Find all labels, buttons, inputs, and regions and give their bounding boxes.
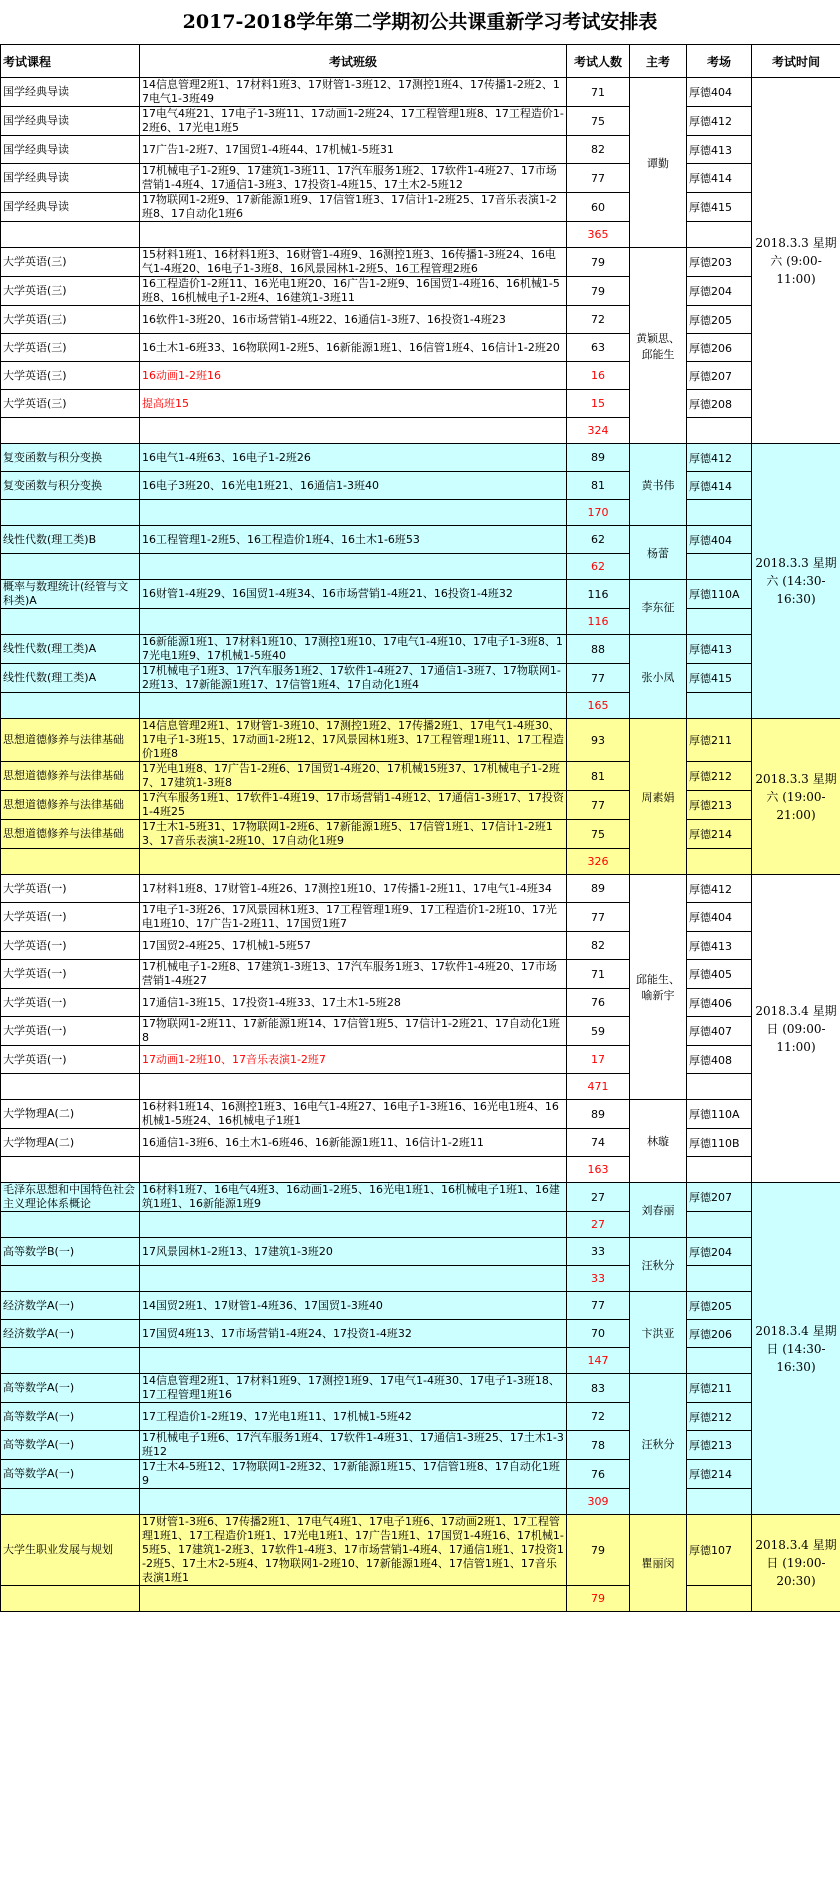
course-cell: 思想道德修养与法律基础 xyxy=(1,791,140,820)
classes-cell: 17电气4班21、17电子1-3班11、17动画1-2班24、17工程管理1班8、17工程造价1-2班6、17光电1班5 xyxy=(140,107,567,136)
count-cell: 77 xyxy=(567,164,630,193)
table-row xyxy=(1,580,840,609)
subtotal-row xyxy=(1,1212,840,1238)
count-cell: 82 xyxy=(567,136,630,164)
header-classes: 考试班级 xyxy=(140,45,567,78)
subtotal-row xyxy=(1,1074,840,1100)
teacher-cell: 黄书伟 xyxy=(630,444,687,526)
course-cell: 大学英语(三) xyxy=(1,334,140,362)
course-cell: 大学英语(三) xyxy=(1,362,140,390)
course-cell: 经济数学A(一) xyxy=(1,1292,140,1320)
venue-cell: 厚德408 xyxy=(687,1046,752,1074)
course-cell: 高等数学A(一) xyxy=(1,1460,140,1489)
course-cell: 高等数学A(一) xyxy=(1,1431,140,1460)
count-cell: 81 xyxy=(567,472,630,500)
venue-cell: 厚德404 xyxy=(687,903,752,932)
subtotal-spacer xyxy=(1,1074,140,1100)
subtotal-row xyxy=(1,1157,840,1183)
table-row xyxy=(1,306,840,334)
table-row xyxy=(1,1515,840,1586)
venue-cell: 厚德207 xyxy=(687,362,752,390)
classes-cell: 16通信1-3班6、16土木1-6班46、16新能源1班11、16信计1-2班11 xyxy=(140,1129,567,1157)
classes-cell: 17光电1班8、17广告1-2班6、17国贸1-4班20、17机械15班37、17机械电子1-2班7、17建筑1-3班8 xyxy=(140,762,567,791)
classes-cell: 16动画1-2班16 xyxy=(140,362,567,390)
subtotal-spacer xyxy=(687,609,752,635)
venue-cell: 厚德404 xyxy=(687,78,752,107)
classes-cell: 17电子1-3班26、17风景园林1班3、17工程管理1班9、17工程造价1-2班10、17光电1班10、17广告1-2班11、17国贸1班7 xyxy=(140,903,567,932)
teacher-cell: 张小凤 xyxy=(630,635,687,719)
course-cell: 复变函数与积分变换 xyxy=(1,444,140,472)
count-cell: 79 xyxy=(567,248,630,277)
classes-cell: 16工程管理1-2班5、16工程造价1班4、16土木1-6班53 xyxy=(140,526,567,554)
classes-cell: 17通信1-3班15、17投资1-4班33、17土木1-5班28 xyxy=(140,989,567,1017)
classes-cell: 17国贸2-4班25、17机械1-5班57 xyxy=(140,932,567,960)
table-row xyxy=(1,136,840,164)
venue-cell: 厚德206 xyxy=(687,334,752,362)
course-cell: 大学英语(一) xyxy=(1,1017,140,1046)
subtotal-row xyxy=(1,554,840,580)
table-row xyxy=(1,1292,840,1320)
teacher-cell: 刘春丽 xyxy=(630,1183,687,1238)
count-cell: 79 xyxy=(567,1515,630,1586)
subtotal-spacer xyxy=(140,418,567,444)
subtotal-count: 147 xyxy=(567,1348,630,1374)
classes-cell: 14信息管理2班1、17财管1-3班10、17测控1班2、17传播2班1、17电气1-4班30、17电子1-3班15、17动画1-2班12、17风景园林1班3、17工程管理1班11、17工程造价1班8 xyxy=(140,719,567,762)
classes-cell: 14国贸2班1、17财管1-4班36、17国贸1-3班40 xyxy=(140,1292,567,1320)
table-row xyxy=(1,444,840,472)
course-cell: 国学经典导读 xyxy=(1,136,140,164)
subtotal-spacer xyxy=(1,1348,140,1374)
classes-cell: 17财管1-3班6、17传播2班1、17电气4班1、17电子1班6、17动画2班1、17工程管理1班1、17工程造价1班1、17光电1班1、17广告1班1、17国贸1-4班16、17机械1-5班5、17建筑1-2班3、17软件1-4班3、17市场营销1-4班4、17通信1班1、17投资1-2班5、17土木2-5班4、17物联网1-2班10、17新能源1班4、17信管1班1、17音乐表演1班1 xyxy=(140,1515,567,1586)
exam-time-cell: 2018.3.3 星期六 (19:00-21:00) xyxy=(752,719,840,875)
table-row xyxy=(1,472,840,500)
venue-cell: 厚德213 xyxy=(687,1431,752,1460)
subtotal-count: 170 xyxy=(567,500,630,526)
table-row xyxy=(1,989,840,1017)
table-row xyxy=(1,635,840,664)
table-row xyxy=(1,1183,840,1212)
subtotal-spacer xyxy=(140,554,567,580)
subtotal-spacer xyxy=(140,500,567,526)
course-cell: 概率与数理统计(经管与文科类)A xyxy=(1,580,140,609)
count-cell: 72 xyxy=(567,306,630,334)
course-cell: 线性代数(理工类)A xyxy=(1,664,140,693)
venue-cell: 厚德110A xyxy=(687,580,752,609)
exam-time-cell: 2018.3.3 星期六 (14:30-16:30) xyxy=(752,444,840,719)
course-cell: 大学英语(一) xyxy=(1,989,140,1017)
subtotal-spacer xyxy=(140,609,567,635)
table-row xyxy=(1,820,840,849)
venue-cell: 厚德208 xyxy=(687,390,752,418)
count-cell: 75 xyxy=(567,820,630,849)
classes-cell: 17物联网1-2班9、17新能源1班9、17信管1班3、17信计1-2班25、17音乐表演1-2班8、17自动化1班6 xyxy=(140,193,567,222)
venue-cell: 厚德211 xyxy=(687,1374,752,1403)
teacher-cell: 谭勤 xyxy=(630,78,687,248)
course-cell: 毛泽东思想和中国特色社会主义理论体系概论 xyxy=(1,1183,140,1212)
table-row xyxy=(1,1374,840,1403)
classes-cell: 17国贸4班13、17市场营销1-4班24、17投资1-4班32 xyxy=(140,1320,567,1348)
count-cell: 88 xyxy=(567,635,630,664)
subtotal-row xyxy=(1,693,840,719)
exam-schedule-table xyxy=(0,44,840,1612)
table-row xyxy=(1,1017,840,1046)
subtotal-spacer xyxy=(1,1586,140,1612)
subtotal-row xyxy=(1,1489,840,1515)
exam-time-cell: 2018.3.3 星期六 (9:00-11:00) xyxy=(752,78,840,444)
header-time: 考试时间 xyxy=(752,45,840,78)
table-row xyxy=(1,903,840,932)
subtotal-spacer xyxy=(1,1266,140,1292)
venue-cell: 厚德413 xyxy=(687,635,752,664)
count-cell: 74 xyxy=(567,1129,630,1157)
table-row xyxy=(1,960,840,989)
table-row xyxy=(1,334,840,362)
venue-cell: 厚德205 xyxy=(687,306,752,334)
course-cell: 大学英语(一) xyxy=(1,1046,140,1074)
teacher-cell: 汪秋分 xyxy=(630,1238,687,1292)
table-row xyxy=(1,193,840,222)
count-cell: 17 xyxy=(567,1046,630,1074)
table-row xyxy=(1,664,840,693)
subtotal-spacer xyxy=(140,693,567,719)
count-cell: 59 xyxy=(567,1017,630,1046)
venue-cell: 厚德406 xyxy=(687,989,752,1017)
count-cell: 79 xyxy=(567,277,630,306)
classes-cell: 16材料1班7、16电气4班3、16动画1-2班5、16光电1班1、16机械电子1班1、16建筑1班1、16新能源1班9 xyxy=(140,1183,567,1212)
subtotal-row xyxy=(1,609,840,635)
course-cell: 思想道德修养与法律基础 xyxy=(1,719,140,762)
classes-cell: 14信息管理2班1、17材料1班3、17财管1-3班12、17测控1班4、17传播1-2班2、17电气1-3班49 xyxy=(140,78,567,107)
course-cell: 大学英语(一) xyxy=(1,903,140,932)
count-cell: 76 xyxy=(567,1460,630,1489)
course-cell: 复变函数与积分变换 xyxy=(1,472,140,500)
venue-cell: 厚德214 xyxy=(687,1460,752,1489)
subtotal-spacer xyxy=(1,500,140,526)
count-cell: 89 xyxy=(567,875,630,903)
subtotal-count: 33 xyxy=(567,1266,630,1292)
classes-cell: 15材料1班1、16材料1班3、16财管1-4班9、16测控1班3、16传播1-3班24、16电气1-4班20、16电子1-3班8、16风景园林1-2班5、16工程管理2班6 xyxy=(140,248,567,277)
venue-cell: 厚德212 xyxy=(687,762,752,791)
subtotal-count: 27 xyxy=(567,1212,630,1238)
table-row xyxy=(1,762,840,791)
venue-cell: 厚德212 xyxy=(687,1403,752,1431)
table-row xyxy=(1,1046,840,1074)
table-row xyxy=(1,791,840,820)
count-cell: 71 xyxy=(567,960,630,989)
classes-cell: 16材料1班14、16测控1班3、16电气1-4班27、16电子1-3班16、16光电1班4、16机械1-5班24、16机械电子1班1 xyxy=(140,1100,567,1129)
subtotal-spacer xyxy=(1,849,140,875)
subtotal-spacer xyxy=(687,1212,752,1238)
course-cell: 线性代数(理工类)A xyxy=(1,635,140,664)
course-cell: 高等数学B(一) xyxy=(1,1238,140,1266)
classes-cell: 17材料1班8、17财管1-4班26、17测控1班10、17传播1-2班11、17电气1-4班34 xyxy=(140,875,567,903)
count-cell: 77 xyxy=(567,664,630,693)
course-cell: 国学经典导读 xyxy=(1,164,140,193)
table-row xyxy=(1,1431,840,1460)
venue-cell: 厚德412 xyxy=(687,444,752,472)
venue-cell: 厚德415 xyxy=(687,193,752,222)
classes-cell: 提高班15 xyxy=(140,390,567,418)
table-row xyxy=(1,875,840,903)
course-cell: 大学英语(三) xyxy=(1,306,140,334)
teacher-cell: 汪秋分 xyxy=(630,1374,687,1515)
subtotal-count: 365 xyxy=(567,222,630,248)
count-cell: 71 xyxy=(567,78,630,107)
header-count: 考试人数 xyxy=(567,45,630,78)
subtotal-spacer xyxy=(687,1348,752,1374)
header-row xyxy=(1,45,840,78)
course-cell: 大学英语(三) xyxy=(1,277,140,306)
table-row xyxy=(1,1460,840,1489)
subtotal-count: 326 xyxy=(567,849,630,875)
table-row xyxy=(1,78,840,107)
subtotal-spacer xyxy=(140,1074,567,1100)
venue-cell: 厚德207 xyxy=(687,1183,752,1212)
count-cell: 72 xyxy=(567,1403,630,1431)
table-row xyxy=(1,526,840,554)
teacher-cell: 林璇 xyxy=(630,1100,687,1183)
table-row xyxy=(1,1129,840,1157)
course-cell: 大学英语(一) xyxy=(1,932,140,960)
course-cell: 大学英语(一) xyxy=(1,875,140,903)
page-title: 2017-2018学年第二学期初公共课重新学习考试安排表 xyxy=(182,11,658,33)
classes-cell: 16土木1-6班33、16物联网1-2班5、16新能源1班1、16信管1班4、16信计1-2班20 xyxy=(140,334,567,362)
course-cell: 大学英语(三) xyxy=(1,248,140,277)
classes-cell: 17风景园林1-2班13、17建筑1-3班20 xyxy=(140,1238,567,1266)
course-cell: 国学经典导读 xyxy=(1,193,140,222)
subtotal-spacer xyxy=(1,418,140,444)
subtotal-spacer xyxy=(687,554,752,580)
count-cell: 78 xyxy=(567,1431,630,1460)
header-teacher: 主考 xyxy=(630,45,687,78)
subtotal-row xyxy=(1,1348,840,1374)
subtotal-spacer xyxy=(140,1266,567,1292)
subtotal-spacer xyxy=(140,849,567,875)
course-cell: 经济数学A(一) xyxy=(1,1320,140,1348)
subtotal-count: 324 xyxy=(567,418,630,444)
subtotal-spacer xyxy=(1,1489,140,1515)
subtotal-spacer xyxy=(140,1586,567,1612)
subtotal-spacer xyxy=(140,1212,567,1238)
venue-cell: 厚德415 xyxy=(687,664,752,693)
classes-cell: 14信息管理2班1、17材料1班9、17测控1班9、17电气1-4班30、17电子1-3班18、17工程管理1班16 xyxy=(140,1374,567,1403)
table-row xyxy=(1,1238,840,1266)
classes-cell: 16财管1-4班29、16国贸1-4班34、16市场营销1-4班21、16投资1-4班32 xyxy=(140,580,567,609)
subtotal-count: 165 xyxy=(567,693,630,719)
count-cell: 77 xyxy=(567,1292,630,1320)
venue-cell: 厚德404 xyxy=(687,526,752,554)
count-cell: 89 xyxy=(567,1100,630,1129)
subtotal-count: 62 xyxy=(567,554,630,580)
table-row xyxy=(1,1403,840,1431)
subtotal-row xyxy=(1,849,840,875)
count-cell: 63 xyxy=(567,334,630,362)
classes-cell: 17机械电子1班6、17汽车服务1班4、17软件1-4班31、17通信1-3班25、17土木1-3班12 xyxy=(140,1431,567,1460)
subtotal-count: 79 xyxy=(567,1586,630,1612)
classes-cell: 16软件1-3班20、16市场营销1-4班22、16通信1-3班7、16投资1-4班23 xyxy=(140,306,567,334)
subtotal-spacer xyxy=(687,418,752,444)
venue-cell: 厚德107 xyxy=(687,1515,752,1586)
count-cell: 116 xyxy=(567,580,630,609)
teacher-cell: 黄颖思、邱能生 xyxy=(630,248,687,444)
venue-cell: 厚德206 xyxy=(687,1320,752,1348)
subtotal-spacer xyxy=(687,1157,752,1183)
subtotal-row xyxy=(1,222,840,248)
count-cell: 15 xyxy=(567,390,630,418)
count-cell: 82 xyxy=(567,932,630,960)
table-row xyxy=(1,164,840,193)
venue-cell: 厚德211 xyxy=(687,719,752,762)
venue-cell: 厚德412 xyxy=(687,107,752,136)
venue-cell: 厚德110A xyxy=(687,1100,752,1129)
classes-cell: 16工程造价1-2班11、16光电1班20、16广告1-2班9、16国贸1-4班16、16机械1-5班8、16机械电子1-2班4、16建筑1-3班11 xyxy=(140,277,567,306)
course-cell: 大学生职业发展与规划 xyxy=(1,1515,140,1586)
count-cell: 62 xyxy=(567,526,630,554)
course-cell: 思想道德修养与法律基础 xyxy=(1,820,140,849)
count-cell: 77 xyxy=(567,903,630,932)
subtotal-spacer xyxy=(1,1212,140,1238)
classes-cell: 17土木4-5班12、17物联网1-2班32、17新能源1班15、17信管1班8、17自动化1班9 xyxy=(140,1460,567,1489)
subtotal-row xyxy=(1,418,840,444)
count-cell: 27 xyxy=(567,1183,630,1212)
classes-cell: 17广告1-2班7、17国贸1-4班44、17机械1-5班31 xyxy=(140,136,567,164)
course-cell: 高等数学A(一) xyxy=(1,1403,140,1431)
subtotal-row xyxy=(1,1266,840,1292)
subtotal-count: 116 xyxy=(567,609,630,635)
table-row xyxy=(1,248,840,277)
schedule-body xyxy=(1,78,840,1612)
course-cell: 思想道德修养与法律基础 xyxy=(1,762,140,791)
classes-cell: 17物联网1-2班11、17新能源1班14、17信管1班5、17信计1-2班21、17自动化1班8 xyxy=(140,1017,567,1046)
subtotal-spacer xyxy=(140,1348,567,1374)
teacher-cell: 邱能生、喻新宇 xyxy=(630,875,687,1100)
exam-time-cell: 2018.3.4 星期日 (09:00-11:00) xyxy=(752,875,840,1183)
teacher-cell: 卞洪亚 xyxy=(630,1292,687,1374)
count-cell: 16 xyxy=(567,362,630,390)
exam-time-cell: 2018.3.4 星期日 (14:30-16:30) xyxy=(752,1183,840,1515)
course-cell: 大学物理A(二) xyxy=(1,1129,140,1157)
venue-cell: 厚德413 xyxy=(687,136,752,164)
course-cell: 大学物理A(二) xyxy=(1,1100,140,1129)
subtotal-spacer xyxy=(687,500,752,526)
count-cell: 77 xyxy=(567,791,630,820)
subtotal-spacer xyxy=(1,1157,140,1183)
course-cell: 大学英语(一) xyxy=(1,960,140,989)
count-cell: 89 xyxy=(567,444,630,472)
count-cell: 33 xyxy=(567,1238,630,1266)
venue-cell: 厚德414 xyxy=(687,472,752,500)
table-row xyxy=(1,1320,840,1348)
classes-cell: 17机械电子1班3、17汽车服务1班2、17软件1-4班27、17通信1-3班7、17物联网1-2班13、17新能源1班17、17信管1班4、17自动化1班4 xyxy=(140,664,567,693)
classes-cell: 16电气1-4班63、16电子1-2班26 xyxy=(140,444,567,472)
subtotal-count: 471 xyxy=(567,1074,630,1100)
subtotal-spacer xyxy=(1,554,140,580)
exam-time-cell: 2018.3.4 星期日 (19:00-20:30) xyxy=(752,1515,840,1612)
subtotal-spacer xyxy=(687,1586,752,1612)
classes-cell: 17土木1-5班31、17物联网1-2班6、17新能源1班5、17信管1班1、17信计1-2班13、17音乐表演1-2班10、17自动化1班9 xyxy=(140,820,567,849)
subtotal-spacer xyxy=(1,222,140,248)
teacher-cell: 周素娟 xyxy=(630,719,687,875)
subtotal-spacer xyxy=(1,609,140,635)
venue-cell: 厚德405 xyxy=(687,960,752,989)
teacher-cell: 杨蕾 xyxy=(630,526,687,580)
venue-cell: 厚德110B xyxy=(687,1129,752,1157)
classes-cell: 16电子3班20、16光电1班21、16通信1-3班40 xyxy=(140,472,567,500)
subtotal-count: 163 xyxy=(567,1157,630,1183)
count-cell: 76 xyxy=(567,989,630,1017)
venue-cell: 厚德214 xyxy=(687,820,752,849)
course-cell: 线性代数(理工类)B xyxy=(1,526,140,554)
teacher-cell: 李东征 xyxy=(630,580,687,635)
subtotal-spacer xyxy=(687,1074,752,1100)
count-cell: 70 xyxy=(567,1320,630,1348)
table-row xyxy=(1,1100,840,1129)
table-row xyxy=(1,362,840,390)
course-cell: 大学英语(三) xyxy=(1,390,140,418)
table-row xyxy=(1,107,840,136)
table-row xyxy=(1,277,840,306)
classes-cell: 17动画1-2班10、17音乐表演1-2班7 xyxy=(140,1046,567,1074)
classes-cell: 16新能源1班1、17材料1班10、17测控1班10、17电气1-4班10、17电子1-3班8、17光电1班9、17机械1-5班40 xyxy=(140,635,567,664)
venue-cell: 厚德205 xyxy=(687,1292,752,1320)
subtotal-spacer xyxy=(687,849,752,875)
subtotal-spacer xyxy=(1,693,140,719)
venue-cell: 厚德204 xyxy=(687,1238,752,1266)
subtotal-spacer xyxy=(687,1266,752,1292)
classes-cell: 17机械电子1-2班8、17建筑1-3班13、17汽车服务1班3、17软件1-4班20、17市场营销1-4班27 xyxy=(140,960,567,989)
subtotal-spacer xyxy=(140,1157,567,1183)
table-row xyxy=(1,719,840,762)
course-cell: 国学经典导读 xyxy=(1,107,140,136)
subtotal-row xyxy=(1,1586,840,1612)
table-row xyxy=(1,390,840,418)
venue-cell: 厚德407 xyxy=(687,1017,752,1046)
subtotal-spacer xyxy=(140,1489,567,1515)
classes-cell: 17机械电子1-2班9、17建筑1-3班11、17汽车服务1班2、17软件1-4班27、17市场营销1-4班4、17通信1-3班3、17投资1-4班15、17土木2-5班12 xyxy=(140,164,567,193)
venue-cell: 厚德213 xyxy=(687,791,752,820)
subtotal-spacer xyxy=(140,222,567,248)
count-cell: 83 xyxy=(567,1374,630,1403)
teacher-cell: 瞿丽闵 xyxy=(630,1515,687,1612)
venue-cell: 厚德203 xyxy=(687,248,752,277)
count-cell: 75 xyxy=(567,107,630,136)
classes-cell: 17工程造价1-2班19、17光电1班11、17机械1-5班42 xyxy=(140,1403,567,1431)
count-cell: 60 xyxy=(567,193,630,222)
classes-cell: 17汽车服务1班1、17软件1-4班19、17市场营销1-4班12、17通信1-3班17、17投资1-4班25 xyxy=(140,791,567,820)
course-cell: 高等数学A(一) xyxy=(1,1374,140,1403)
header-venue: 考场 xyxy=(687,45,752,78)
count-cell: 93 xyxy=(567,719,630,762)
venue-cell: 厚德413 xyxy=(687,932,752,960)
venue-cell: 厚德412 xyxy=(687,875,752,903)
header-course: 考试课程 xyxy=(1,45,140,78)
venue-cell: 厚德414 xyxy=(687,164,752,193)
subtotal-spacer xyxy=(687,1489,752,1515)
subtotal-spacer xyxy=(687,693,752,719)
subtotal-spacer xyxy=(687,222,752,248)
venue-cell: 厚德204 xyxy=(687,277,752,306)
count-cell: 81 xyxy=(567,762,630,791)
table-row xyxy=(1,932,840,960)
subtotal-count: 309 xyxy=(567,1489,630,1515)
course-cell: 国学经典导读 xyxy=(1,78,140,107)
subtotal-row xyxy=(1,500,840,526)
